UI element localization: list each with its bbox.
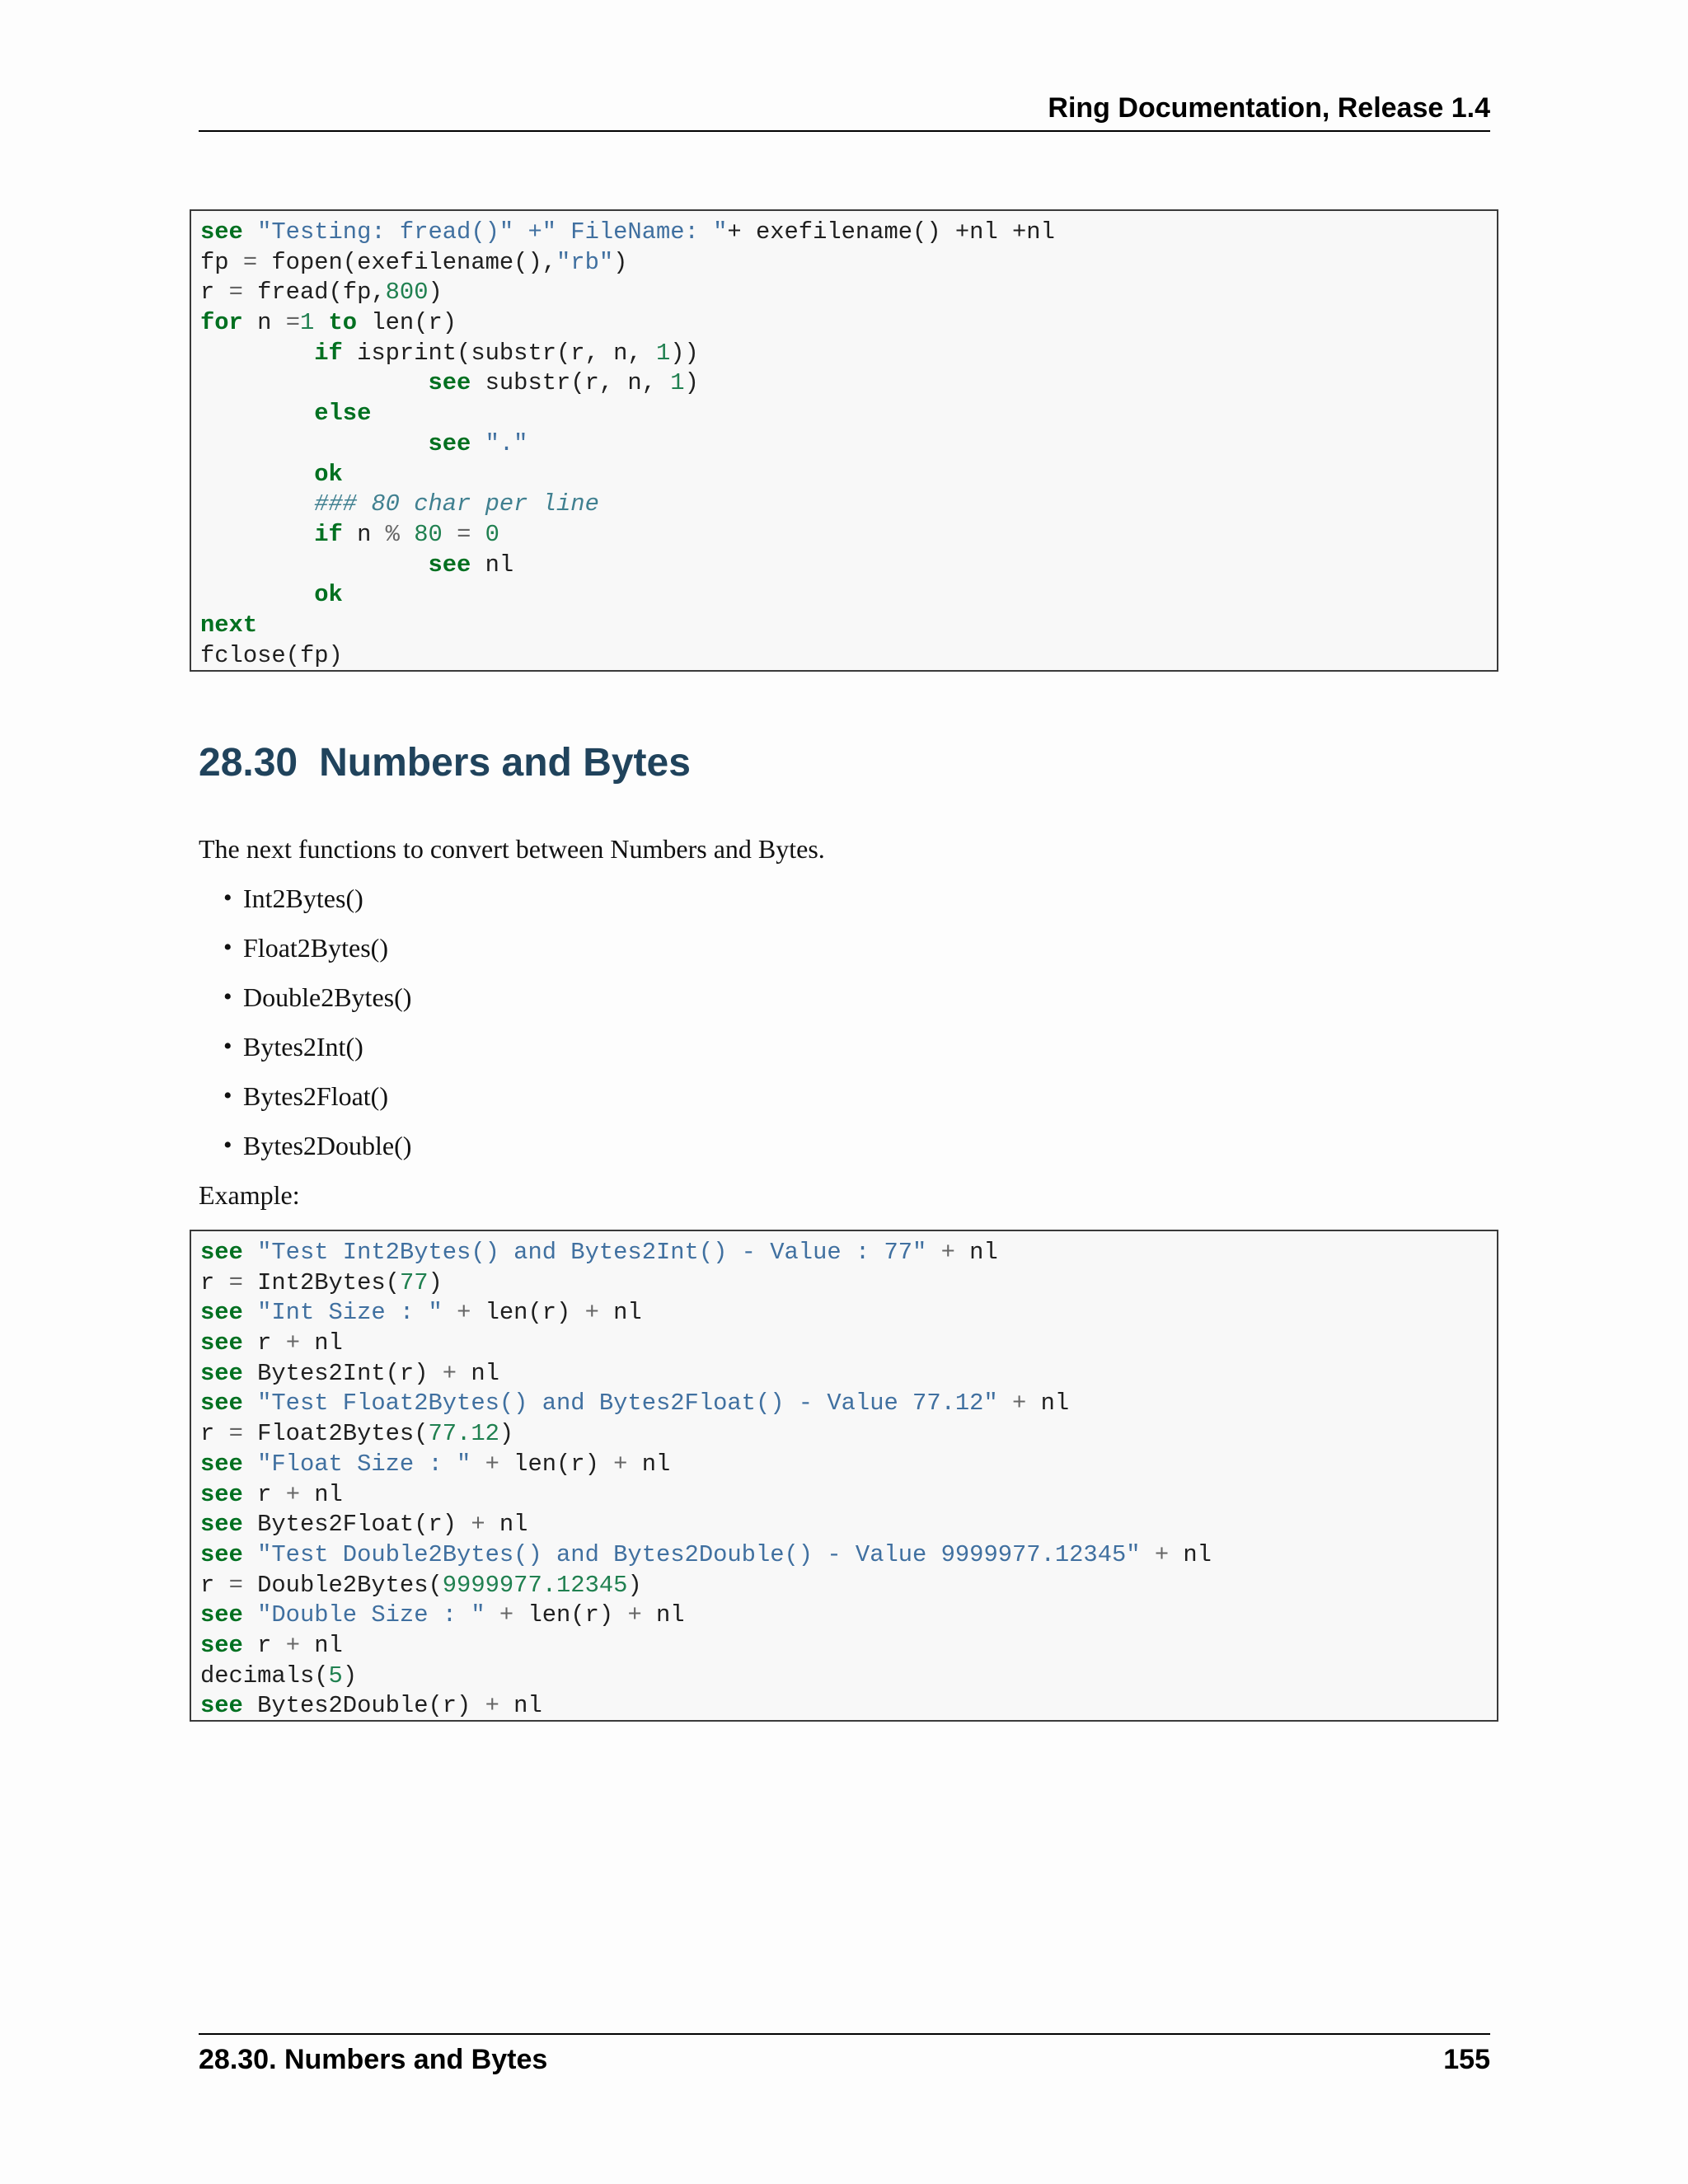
code-token: see [428,429,471,457]
list-item-label: Bytes2Int() [243,1032,363,1062]
intro-paragraph: The next functions to convert between Numbers and Bytes. [199,834,825,864]
code-token: see [200,218,243,246]
code-line [200,1540,1497,1571]
code-token: r [242,1631,286,1659]
code-token: see [200,1540,243,1568]
code-token [200,369,429,396]
section-heading [199,740,691,785]
code-line [200,1661,1497,1692]
function-list [223,883,412,1180]
code-token: nl [457,1359,499,1387]
code-token: else [314,400,372,428]
code-token: 1 [656,339,671,367]
code-token: + [442,1359,457,1387]
code-token: len(r) [357,309,457,337]
code-token: "." [485,429,528,457]
code-token: Bytes2Double(r) [242,1692,485,1720]
code-token: ) [342,1661,358,1690]
code-token: 9999977.12345 [442,1571,628,1599]
code-token: r [242,1480,286,1508]
code-token: "Float Size : " [257,1450,471,1478]
list-item [223,1032,411,1081]
header-rule [199,130,1490,132]
code-token: see [200,1511,243,1539]
code-line [200,611,1497,641]
code-token: n [342,520,386,548]
code-token: "Test Float2Bytes() and Bytes2Float() - Value 77.12" [257,1390,998,1418]
code-token: see [200,1480,243,1508]
code-token: )) [670,339,699,367]
code-token: substr(r, n, [471,369,671,397]
code-line [200,248,1497,279]
code-token [998,1390,1012,1417]
code-token: len(r) [513,1601,628,1629]
code-token: + [485,1450,499,1478]
code-token: decimals( [200,1661,329,1690]
code-token: nl [954,1239,998,1266]
list-item [223,933,411,982]
code-token: + [1154,1540,1170,1568]
code-token: see [200,1692,243,1720]
code-token: nl [299,1480,343,1508]
code-token: r [200,279,229,307]
code-token [200,521,314,548]
code-token: + [940,1239,955,1266]
code-token: 1 [299,309,315,337]
code-token: see [200,1359,243,1387]
bullet-icon: • [223,1033,232,1060]
code-token: 0 [485,520,499,548]
code-token: nl [1169,1540,1212,1568]
code-token [926,1239,940,1266]
code-line [200,278,1497,308]
code-token: ### 80 char per line [314,490,599,518]
list-item [223,883,411,933]
code-token [400,521,414,548]
code-token: Int2Bytes( [242,1268,400,1296]
code-token: ) [428,1268,443,1296]
code-token: ) [499,1420,514,1448]
code-line [200,1329,1497,1359]
code-token: see [200,1239,243,1266]
code-token: if [314,339,343,367]
code-token [243,1451,257,1478]
code-token: nl [299,1631,343,1659]
code-line [200,520,1497,551]
code-token: + [499,1601,514,1629]
code-token: n [242,309,286,337]
code-token: nl [299,1329,343,1357]
code-token: = [228,1420,243,1448]
code-token: + [627,1601,642,1629]
code-token: if [314,520,343,548]
code-token [443,1299,457,1326]
code-line [200,641,1497,672]
code-line [200,368,1497,399]
code-token: ) [684,369,699,397]
code-token: 80 [414,520,443,548]
list-item [223,1081,411,1131]
code-token: % [385,520,400,548]
code-line [200,1298,1497,1329]
code-token: 1 [670,369,685,397]
code-line [200,1389,1497,1419]
code-token: r [200,1268,229,1296]
code-token [471,430,485,457]
code-line [200,218,1497,248]
code-token: nl [598,1299,642,1327]
code-token: len(r) [471,1299,585,1327]
code-line [200,490,1497,520]
code-token: = [228,1268,243,1296]
code-token: ) [627,1571,642,1599]
code-token: + [285,1631,300,1659]
code-token: isprint(substr(r, n, [342,339,656,367]
code-line [200,1268,1497,1299]
code-token: 800 [385,279,429,307]
code-line [200,460,1497,490]
code-token: see [200,1390,243,1418]
code-token: 77.12 [428,1420,499,1448]
bullet-icon: • [223,983,232,1010]
code-token [1141,1541,1155,1568]
code-token [200,461,314,488]
code-token: see [200,1601,243,1629]
code-token: Bytes2Float(r) [242,1511,471,1539]
code-token [443,521,457,548]
code-token: see [200,1299,243,1327]
code-line [200,339,1497,369]
code-token: nl [641,1601,685,1629]
bullet-icon: • [223,934,232,961]
code-token: fclose(fp) [200,641,343,669]
code-token: len(r) [499,1450,614,1478]
code-token: r [242,1329,286,1357]
code-line [200,1480,1497,1511]
code-token: 5 [328,1661,343,1690]
code-line [200,1571,1497,1601]
code-line [200,1601,1497,1631]
code-line [200,399,1497,429]
code-token: see [200,1631,243,1659]
code-token: "Int Size : " [257,1299,443,1327]
code-block-numbers-bytes [190,1230,1498,1722]
code-token: ok [314,581,343,609]
list-item-label: Double2Bytes() [243,982,412,1012]
bullet-icon: • [223,884,232,912]
code-token: = [285,309,300,337]
code-token: "rb" [556,248,614,276]
code-token: = [457,520,471,548]
code-token: "Double Size : " [257,1601,485,1629]
code-line [200,551,1497,581]
code-line [200,1450,1497,1480]
section-number: 28.30 [199,741,298,785]
code-line [200,580,1497,611]
code-token: = [242,248,258,276]
code-token: nl [485,1511,528,1539]
code-token: + [613,1450,628,1478]
code-token: see [200,1450,243,1478]
code-token [314,309,328,336]
code-token: + [285,1329,300,1357]
code-line [200,308,1497,339]
code-token [200,340,314,367]
code-token: nl [627,1450,671,1478]
code-token: + [471,1511,485,1539]
code-token: next [200,611,258,639]
code-token: Bytes2Int(r) [242,1359,443,1387]
example-label: Example: [199,1180,300,1210]
code-token: "Test Double2Bytes() and Bytes2Double() - Value 9999977.12345" [257,1540,1141,1568]
code-token: + [457,1299,471,1327]
list-item-label: Bytes2Double() [243,1131,412,1160]
code-token: ok [314,460,343,488]
code-line [200,429,1497,460]
code-token [485,1601,499,1629]
bullet-icon: • [223,1082,232,1109]
code-token: fread(fp, [242,279,386,307]
list-item-label: Int2Bytes() [243,883,363,913]
code-token: + exefilename() +nl +nl [727,218,1055,246]
code-line [200,1419,1497,1450]
code-token: + [584,1299,599,1327]
code-token: 77 [399,1268,429,1296]
code-token: ) [613,248,628,276]
code-token: for [200,309,243,337]
code-token [200,551,429,579]
bullet-icon: • [223,1132,232,1159]
page-number: 155 [1443,2044,1490,2075]
list-item-label: Bytes2Float() [243,1081,388,1111]
code-token [200,581,314,608]
code-token: Float2Bytes( [242,1420,429,1448]
code-token [200,490,314,518]
running-header: Ring Documentation, Release 1.4 [1048,92,1490,124]
code-token: = [228,1571,243,1599]
code-line [200,1510,1497,1540]
code-token: = [228,279,243,307]
code-line [200,1238,1497,1268]
code-token [243,1299,257,1326]
code-token [471,521,485,548]
footer-rule [199,2033,1490,2035]
code-line [200,1691,1497,1722]
code-token [243,1601,257,1629]
code-line [200,1631,1497,1661]
code-token [243,1239,257,1266]
code-token: nl [471,551,514,579]
footer-section: 28.30. Numbers and Bytes [199,2044,548,2075]
code-block-fread [190,209,1498,672]
code-token [243,1541,257,1568]
list-item [223,982,412,1032]
code-token: to [328,309,358,337]
code-token [471,1451,485,1478]
code-token [243,218,257,246]
code-token [200,400,314,427]
code-token: fp [200,248,243,276]
code-token: nl [499,1692,542,1720]
code-token: "Testing: fread()" +" FileName: " [257,218,728,246]
code-token: + [285,1480,300,1508]
code-token: see [428,551,471,579]
code-token: r [200,1420,229,1448]
code-token: Double2Bytes( [242,1571,443,1599]
code-listing [191,1231,1497,1722]
code-token: + [485,1692,499,1720]
code-line [200,1359,1497,1390]
code-token: + [1012,1390,1027,1418]
code-token [200,430,429,457]
list-item-label: Float2Bytes() [243,933,388,963]
code-token: nl [1026,1390,1070,1418]
code-token: "Test Int2Bytes() and Bytes2Int() - Value : 77" [257,1239,927,1266]
code-token [243,1390,257,1417]
list-item [223,1131,412,1180]
section-title-text: Numbers and Bytes [319,741,691,785]
code-token: see [428,369,471,397]
code-token: ) [428,279,443,307]
code-listing [191,211,1497,671]
code-token: see [200,1329,243,1357]
code-token: r [200,1571,229,1599]
code-token: fopen(exefilename(), [257,248,557,276]
